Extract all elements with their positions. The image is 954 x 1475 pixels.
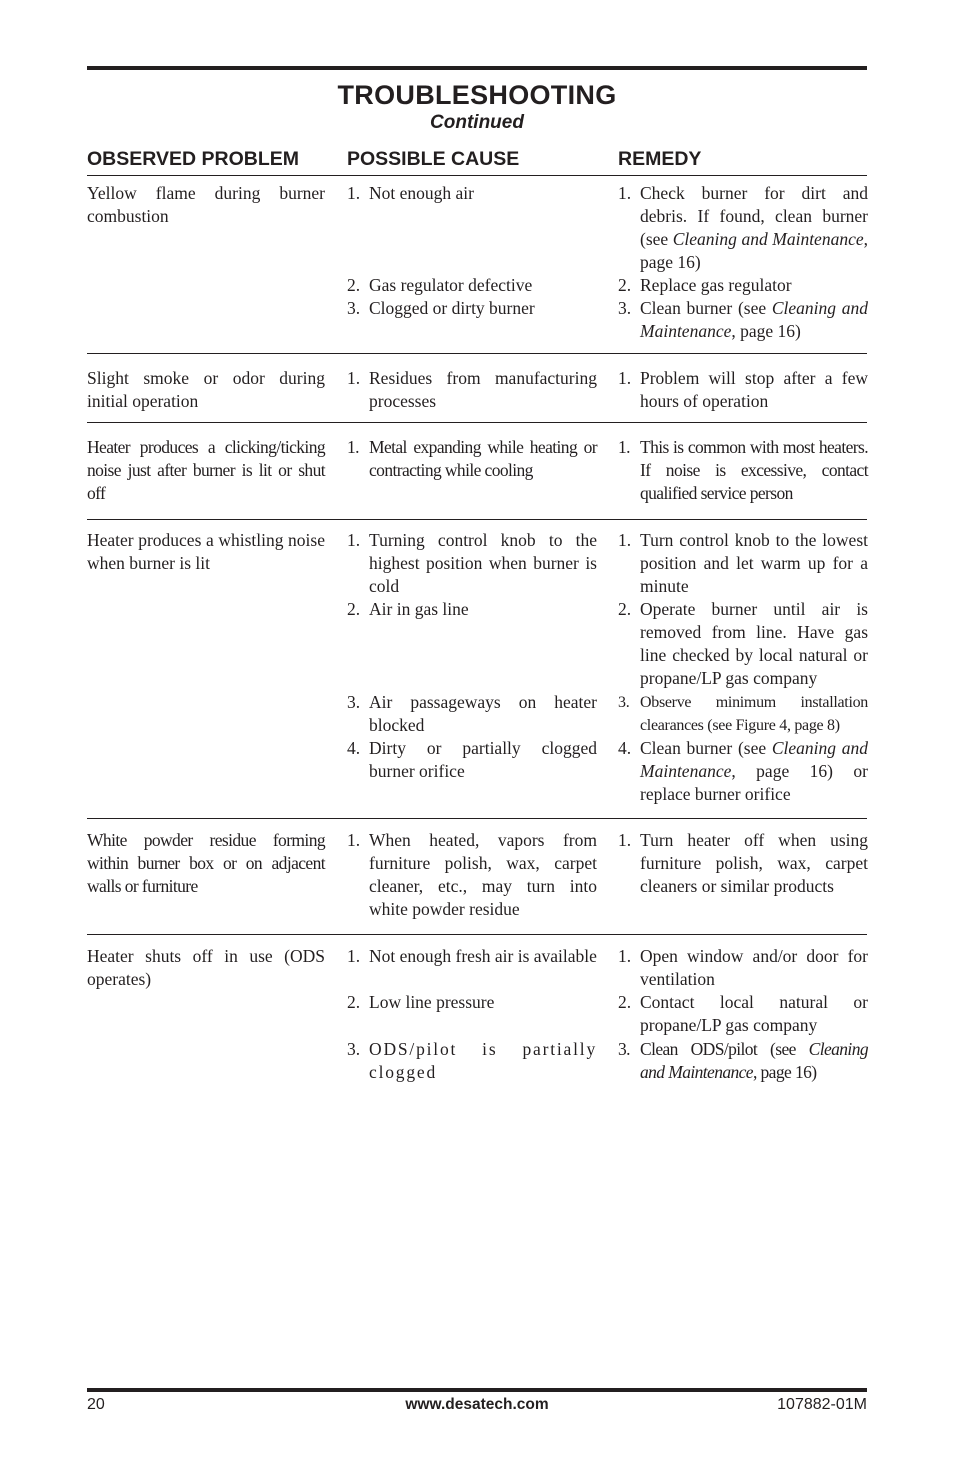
remedy-item [618, 991, 868, 1037]
cause-item [347, 436, 597, 482]
remedy-text [640, 182, 868, 274]
remedy-number: 1. [618, 183, 632, 203]
remedy-text [640, 297, 868, 343]
remedy-item [618, 367, 868, 413]
column-header-remedy: REMEDY [618, 148, 702, 170]
footer-url[interactable]: www.desatech.com [405, 1396, 549, 1413]
cause-item [347, 945, 597, 968]
remedy-reference: Cleaning and Maintenance [640, 298, 868, 342]
remedy-text-part: Clean burner (see [640, 738, 772, 758]
cause-item [347, 991, 597, 1014]
remedy-text: Operate burner until air is removed from line. Have gas line checked by local natural or propane/LP gas company [640, 599, 868, 689]
remedy-number: 1. [618, 437, 630, 457]
remedy-text-part: Clean burner (see [640, 298, 772, 318]
remedy-text-part: , page 16) [640, 229, 868, 273]
cause-text: Metal expanding while heating or contracting while cooling [369, 437, 597, 481]
cause-text: Gas regulator defective [369, 275, 533, 295]
remedy-number: 1. [618, 368, 632, 388]
remedy-text [640, 737, 868, 806]
remedy-item [618, 737, 868, 806]
cause-item [347, 529, 597, 598]
cause-item [347, 1038, 597, 1084]
remedy-item [618, 274, 868, 297]
cause-text: Clogged or dirty burner [369, 298, 535, 318]
remedy-text-part: Clean ODS/pilot (see [640, 1039, 809, 1059]
cause-number: 2. [347, 992, 361, 1012]
page-number: 20 [87, 1396, 105, 1413]
remedy-text: Contact local natural or propane/LP gas company [640, 992, 868, 1036]
cause-number: 3. [347, 298, 361, 318]
cause-text: When heated, vapors from furniture polish, wax, carpet cleaner, etc., may turn into white powder residue [369, 830, 597, 920]
cause-text: Residues from manufacturing processes [369, 368, 597, 412]
remedy-number: 1. [618, 830, 632, 850]
cause-item [347, 182, 597, 205]
cause-item [347, 829, 597, 921]
column-header-problem: OBSERVED PROBLEM [87, 148, 300, 170]
cause-text: Turning control knob to the highest position when burner is cold [369, 530, 597, 597]
page-subtitle: Continued [430, 112, 524, 133]
bottom-rule [87, 1388, 867, 1392]
remedy-item [618, 182, 868, 274]
remedy-number: 1. [618, 530, 632, 550]
remedy-number: 3. [618, 1039, 630, 1059]
cause-text: Low line pressure [369, 992, 495, 1012]
row-rule [87, 353, 867, 354]
cause-item [347, 737, 597, 783]
remedy-reference: Cleaning and Maintenance [640, 1039, 868, 1083]
problem-cell: Heater shuts off in use (ODS operates) [87, 946, 325, 990]
problem-cell: Heater produces a clicking/ticking noise just after burner is lit or shut off [87, 437, 325, 504]
remedy-text: Turn control knob to the lowest position and let warm up for a minute [640, 530, 868, 597]
remedy-text-part: , page 16) [752, 1062, 817, 1083]
problem-cell: Slight smoke or odor during initial operation [87, 368, 325, 412]
cause-item [347, 274, 597, 297]
cause-number: 3. [347, 1039, 361, 1059]
remedy-text-part: , page 16) [731, 321, 801, 342]
row-rule [87, 934, 867, 935]
remedy-text: Open window and/or door for ventilation [640, 946, 868, 990]
remedy-item [618, 945, 868, 991]
remedy-number: 3. [618, 298, 632, 318]
row-rule [87, 422, 867, 423]
remedy-text-part: , page 16) or replace burner orifice [640, 761, 868, 805]
cause-text: Not enough fresh air is available [369, 946, 597, 966]
cause-item [347, 367, 597, 413]
cause-number: 3. [347, 692, 361, 712]
cause-text: Air passageways on heater blocked [369, 692, 597, 736]
remedy-text-part: Check burner for dirt and debris. If found, clean burner (see [640, 183, 868, 250]
remedy-item [618, 598, 868, 690]
remedy-item [618, 436, 868, 505]
remedy-item [618, 297, 868, 343]
cause-number: 2. [347, 599, 361, 619]
remedy-number: 2. [618, 992, 632, 1012]
cause-number: 1. [347, 530, 361, 550]
cause-text: Dirty or partially clogged burner orifice [369, 738, 597, 782]
cause-number: 1. [347, 946, 361, 966]
document-number: 107882-01M [777, 1396, 867, 1413]
header-rule [87, 175, 867, 176]
remedy-text: Replace gas regulator [640, 275, 792, 295]
top-rule [87, 66, 867, 70]
cause-text: ODS/pilot is partially clogged [369, 1039, 597, 1083]
remedy-reference: Cleaning and Maintenance [640, 738, 868, 782]
cause-number: 2. [347, 275, 361, 295]
remedy-text: Turn heater off when using furniture polish, wax, carpet cleaners or similar products [640, 830, 868, 897]
cause-number: 1. [347, 183, 361, 203]
cause-item [347, 691, 597, 737]
cause-text: Not enough air [369, 183, 474, 203]
cause-item [347, 297, 597, 320]
remedy-reference: Cleaning and Maintenance [672, 229, 864, 250]
page-title: TROUBLESHOOTING [337, 80, 617, 110]
cause-text: Air in gas line [369, 599, 469, 619]
remedy-item [618, 529, 868, 598]
problem-cell: Heater produces a whistling noise when burner is lit [87, 530, 325, 574]
cause-number: 4. [347, 738, 361, 758]
remedy-text [640, 1038, 868, 1084]
remedy-number: 3. [618, 694, 630, 711]
cause-number: 1. [347, 368, 361, 388]
remedy-item [618, 829, 868, 898]
remedy-text: Problem will stop after a few hours of operation [640, 368, 868, 412]
cause-number: 1. [347, 830, 361, 850]
remedy-item [618, 691, 868, 737]
cause-number: 1. [347, 437, 359, 457]
row-rule [87, 818, 867, 819]
row-rule [87, 519, 867, 520]
remedy-text: Observe minimum installation clearances (see Figure 4, page 8) [640, 694, 868, 735]
remedy-number: 4. [618, 738, 632, 758]
remedy-number: 2. [618, 599, 632, 619]
cause-item [347, 598, 597, 621]
problem-cell: White powder residue forming within burner box or on adjacent walls or furniture [87, 830, 325, 897]
column-header-cause: POSSIBLE CAUSE [347, 148, 520, 170]
remedy-item [618, 1038, 868, 1084]
remedy-number: 2. [618, 275, 632, 295]
problem-cell: Yellow flame during burner combustion [87, 183, 325, 227]
remedy-number: 1. [618, 946, 632, 966]
remedy-text: This is common with most heaters. If noise is excessive, contact qualified service person [640, 437, 868, 504]
